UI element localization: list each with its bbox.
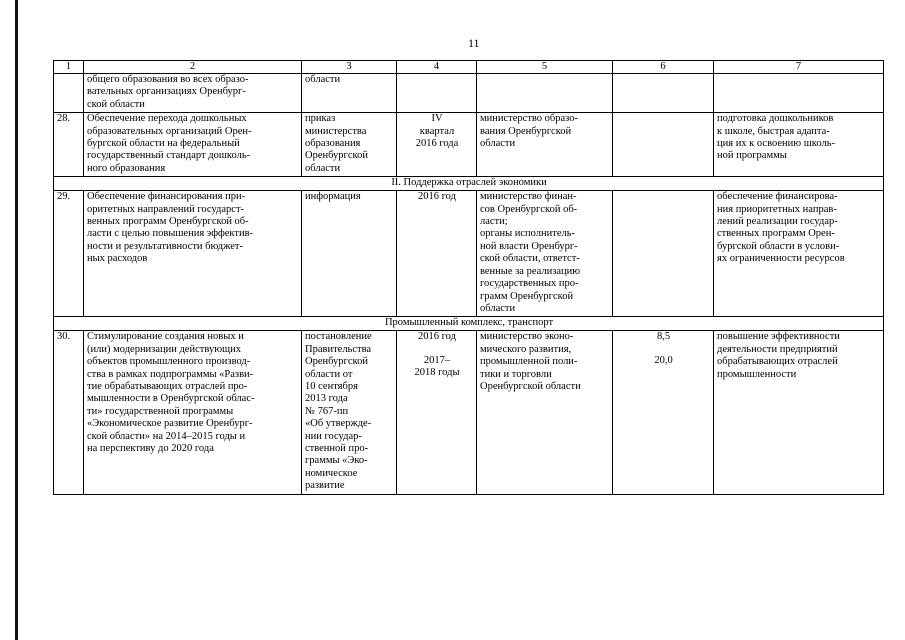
responsible xyxy=(477,74,613,113)
column-number: 7 xyxy=(714,61,884,74)
measure-text: общего образования во всех образо- вательных организациях Оренбург- ской области xyxy=(84,74,302,113)
table-row-continued xyxy=(54,74,884,113)
page-number: 11 xyxy=(468,36,480,50)
table-row-29 xyxy=(54,191,884,317)
responsible: министерство эконо- мического развития, промышленной поли- тики и торговли Оренбургской области xyxy=(477,331,613,494)
deadline: 2016 год xyxy=(397,191,477,317)
deadline xyxy=(397,74,477,113)
column-number: 4 xyxy=(397,61,477,74)
expected-result: подготовка дошкольников к школе, быстрая адапта- ция их к освоению школь- ной программы xyxy=(714,113,884,177)
deadline-second: 2017– 2018 годы xyxy=(414,354,460,379)
row-number: 30. xyxy=(54,331,84,494)
column-number: 1 xyxy=(54,61,84,74)
deadline-first: 2016 год xyxy=(418,331,456,343)
row-number: 28. xyxy=(54,113,84,177)
table-row-28 xyxy=(54,113,884,177)
row-number xyxy=(54,74,84,113)
section-heading: II. Поддержка отраслей экономики xyxy=(54,177,884,191)
column-number: 2 xyxy=(84,61,302,74)
column-number: 5 xyxy=(477,61,613,74)
document-type: информация xyxy=(302,191,397,317)
subsection-row xyxy=(54,317,884,331)
document-type: постановление Правительства Оренбургской области от 10 сентября 2013 года № 767-пп «Об утвержде- нии государ- ственной про- граммы «Эко- номическое развитие xyxy=(302,331,397,494)
funding xyxy=(613,331,714,494)
column-number: 6 xyxy=(613,61,714,74)
measure-text: Обеспечение перехода дошкольных образовательных организаций Орен- бургской области на федеральный государственный стандарт дошколь- ного образования xyxy=(84,113,302,177)
subsection-heading: Промышленный комплекс, транспорт xyxy=(54,317,884,331)
measure-text: Обеспечение финансирования при- оритетных направлений государст- венных программ Оренбургской об- ласти с целью повышения эффектив- ности и результативности бюджет- ных расходов xyxy=(84,191,302,317)
funding xyxy=(613,113,714,177)
row-number: 29. xyxy=(54,191,84,317)
expected-result: повышение эффективности деятельности предприятий обрабатывающих отраслей промышленности xyxy=(714,331,884,494)
expected-result: обеспечение финансирова- ния приоритетных направ- лений реализации государ- ственных программ Орен- бургской области в услови- ях ограниченности ресурсов xyxy=(714,191,884,317)
responsible: министерство образо- вания Оренбургской области xyxy=(477,113,613,177)
scan-edge-line xyxy=(15,0,18,640)
funding xyxy=(613,74,714,113)
deadline: IV квартал 2016 года xyxy=(397,113,477,177)
document-type: области xyxy=(302,74,397,113)
measure-text: Стимулирование создания новых и (или) модернизации действующих объектов промышленного производ- ства в рамках подпрограммы «Разви- тие обрабатывающих отраслей про- мышленности в Оренбургской облас- ти» государственной программы «Экономическое развитие Оренбург- ской области» на 2014–2015 годы и на перспективу до 2020 года xyxy=(84,331,302,494)
responsible: министерство финан- сов Оренбургской об- ласти; органы исполнитель- ной власти Оренбург- ской области, ответст- венные за реализацию государственных про- грамм Оренбургской области xyxy=(477,191,613,317)
document-type: приказ министерства образования Оренбургской области xyxy=(302,113,397,177)
funding xyxy=(613,191,714,317)
deadline xyxy=(397,331,477,494)
column-number: 3 xyxy=(302,61,397,74)
plan-table xyxy=(53,60,884,495)
section-row xyxy=(54,177,884,191)
column-number-row xyxy=(54,61,884,74)
expected-result xyxy=(714,74,884,113)
funding-first: 8,5 xyxy=(656,331,671,343)
funding-second: 20,0 xyxy=(654,354,673,366)
table-row-30 xyxy=(54,331,884,494)
